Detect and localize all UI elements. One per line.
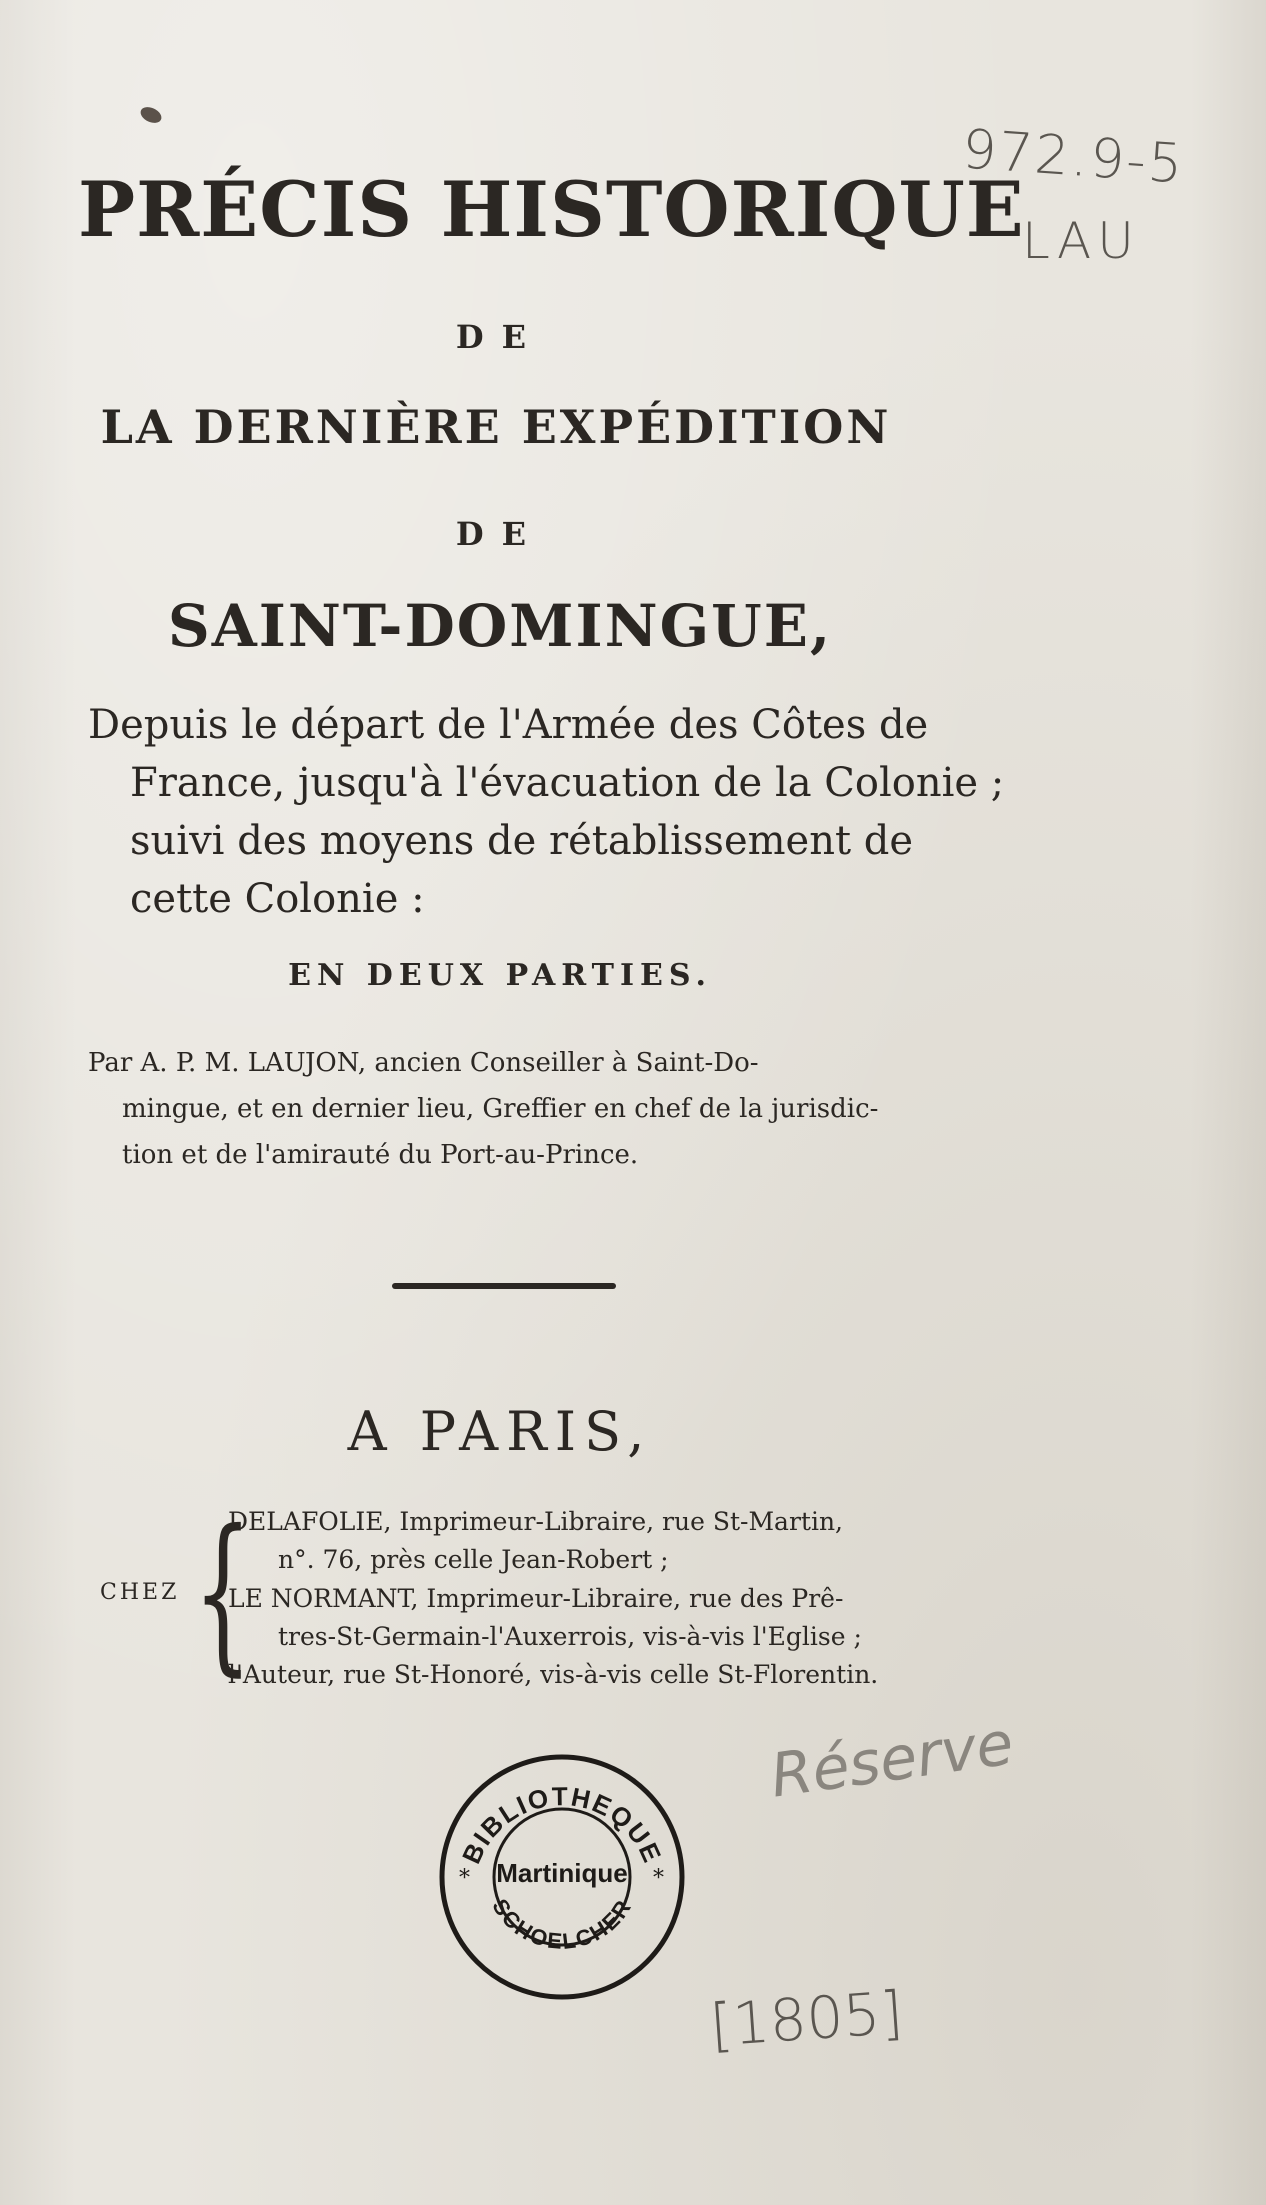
- publisher-line: LE NORMANT, Imprimeur-Libraire, rue des Prê-: [228, 1584, 844, 1613]
- parts-note: EN DEUX PARTIES.: [288, 958, 712, 993]
- subtitle-line: cette Colonie :: [130, 876, 425, 922]
- imprint-chez-label: CHEZ: [100, 1580, 180, 1605]
- handwritten-call-number: 972.9-5: [960, 117, 1187, 196]
- publisher-line: l'Auteur, rue St-Honoré, vis-à-vis celle St-Florentin.: [228, 1660, 879, 1689]
- subtitle-line: suivi des moyens de rétablissement de: [130, 818, 914, 864]
- subtitle-line: France, jusqu'à l'évacuation de la Colonie ;: [130, 760, 1005, 806]
- author-line: tion et de l'amirauté du Port-au-Prince.: [122, 1140, 639, 1170]
- stamp-middle-text: Martinique: [496, 1858, 628, 1888]
- handwritten-reserve-note: Réserve: [766, 1708, 1018, 1812]
- ink-spot: [138, 104, 164, 126]
- title-connector-2: DE: [455, 515, 545, 553]
- publisher-line: tres-St-Germain-l'Auxerrois, vis-à-vis l'Eglise ;: [278, 1622, 862, 1651]
- handwritten-call-letters: LAU: [1022, 212, 1140, 270]
- svg-text:*: *: [653, 1866, 664, 1891]
- publisher-line: DELAFOLIE, Imprimeur-Libraire, rue St-Martin,: [228, 1507, 843, 1536]
- svg-text:SCHOELCHER: [487, 1894, 637, 1954]
- stamp-top-text: BIBLIOTHEQUE: [455, 1781, 669, 1869]
- library-stamp: [437, 1752, 687, 2002]
- stamp-bottom-text: SCHOELCHER: [487, 1894, 637, 1954]
- imprint-place: A PARIS,: [347, 1400, 653, 1463]
- svg-text:*: *: [459, 1866, 470, 1891]
- title-line-2: LA DERNIÈRE EXPÉDITION: [100, 400, 892, 454]
- author-line: Par A. P. M. LAUJON, ancien Conseiller à Saint-Do-: [88, 1048, 759, 1078]
- title-line-3: SAINT-DOMINGUE,: [167, 592, 833, 660]
- handwritten-date: [1805]: [707, 1978, 906, 2060]
- curly-brace: {: [193, 1494, 253, 1692]
- subtitle-line: Depuis le départ de l'Armée des Côtes de: [88, 702, 929, 748]
- title-connector-1: DE: [455, 318, 545, 356]
- author-line: mingue, et en dernier lieu, Greffier en chef de la jurisdic-: [122, 1094, 879, 1124]
- main-title: PRÉCIS HISTORIQUE: [78, 165, 1025, 254]
- decorative-rule: [392, 1283, 616, 1289]
- svg-text:BIBLIOTHEQUE: [456, 1781, 668, 1868]
- publisher-line: n°. 76, près celle Jean-Robert ;: [278, 1545, 669, 1574]
